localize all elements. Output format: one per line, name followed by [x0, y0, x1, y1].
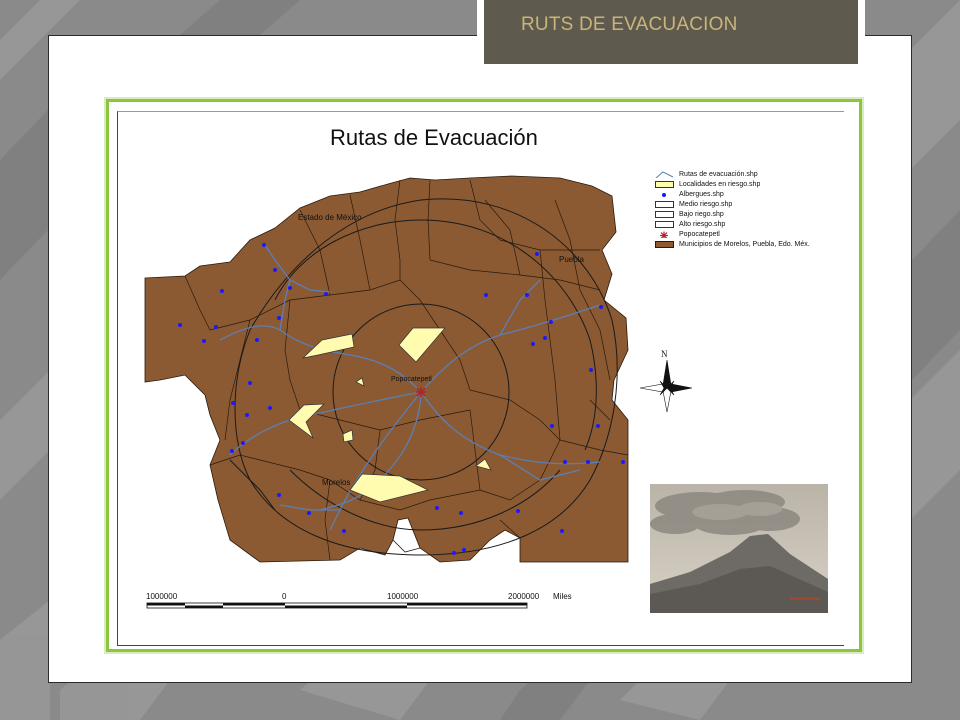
legend-label: Popocatepetl: [679, 231, 720, 238]
label-puebla: Puebla: [559, 255, 584, 264]
legend-item: [655, 230, 855, 240]
scale-label: 0: [282, 592, 287, 601]
map-heading: Rutas de Evacuación: [330, 125, 538, 150]
label-popocatepetl: Popocatepetl: [391, 376, 432, 383]
legend-item: [655, 220, 855, 230]
scale-bar: [147, 603, 527, 608]
municipality-region: [145, 176, 628, 562]
legend-item: [655, 210, 855, 220]
legend-label: Medio riesgo.shp: [679, 201, 733, 208]
legend-label: Localidades en riesgo.shp: [679, 181, 761, 188]
brown-polygon-icon: [655, 241, 674, 248]
legend-label: Rutas de evacuación.shp: [679, 171, 758, 178]
scale-label: 1000000: [387, 592, 419, 601]
volcano-photo[interactable]: [650, 484, 828, 613]
map-legend: [655, 170, 855, 250]
legend-item: [655, 200, 855, 210]
label-morelos: Morelos: [322, 478, 351, 487]
blue-dot-icon: [655, 191, 674, 198]
slide-title: RUTS DE EVACUACION: [521, 14, 738, 35]
asterisk-icon: [655, 231, 674, 238]
yellow-polygon-icon: [655, 181, 674, 188]
north-arrow-icon: [640, 360, 692, 412]
municipalities-layer: [145, 176, 628, 562]
legend-label: Alto riesgo.shp: [679, 221, 726, 228]
legend-label: Bajo riego.shp: [679, 211, 724, 218]
legend-label: Albergues.shp: [679, 191, 724, 198]
hollow-polygon-icon: [655, 221, 674, 228]
north-label: N: [661, 349, 668, 359]
legend-label: Municipios de Morelos, Puebla, Edo. Méx.: [679, 241, 810, 248]
legend-item: [655, 170, 855, 180]
legend-item: [655, 190, 855, 200]
scale-label: 1000000: [146, 592, 178, 601]
legend-item: [655, 180, 855, 190]
scale-label: 2000000: [508, 592, 540, 601]
popocatepetl-marker: [416, 387, 426, 397]
hollow-polygon-icon: [655, 201, 674, 208]
scale-unit: Miles: [553, 592, 572, 601]
route-line-icon: [655, 171, 674, 178]
label-estado-mexico: Estado de México: [298, 213, 362, 222]
legend-item: [655, 240, 855, 250]
hollow-polygon-icon: [655, 211, 674, 218]
